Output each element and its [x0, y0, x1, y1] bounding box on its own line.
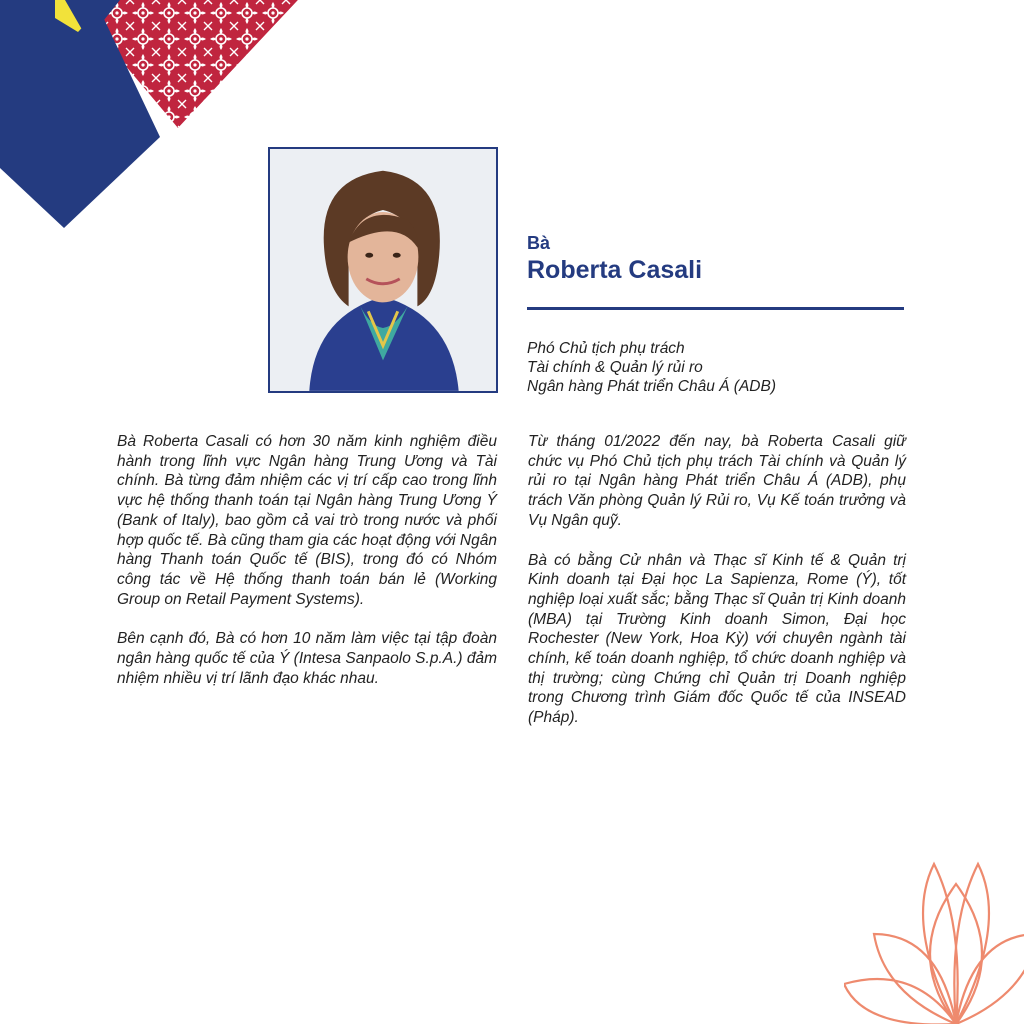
- decorative-corner-pattern: [0, 0, 300, 230]
- bio-paragraph: Bà Roberta Casali có hơn 30 năm kinh nghiệm điều hành trong lĩnh vực Ngân hàng Trung Ương và Tài chính. Bà từng đảm nhiệm các vị trí cấp cao trong lĩnh vực hệ thống thanh toán tại Ngân hàng Trung Ương Ý (Bank of Italy), bao gồm cả vai trò trong nước và phối hợp quốc tế. Bà cũng tham gia các hoạt động với Ngân hàng Thanh toán Quốc tế (BIS), trong đó có Nhóm công tác về Hệ thống thanh toán bán lẻ (Working Group on Retail Payment Systems).: [117, 433, 497, 608]
- position-line: Tài chính & Quản lý rủi ro: [527, 359, 703, 376]
- portrait-photo: [268, 147, 498, 393]
- bio-column-left: [117, 432, 497, 708]
- bio-column-right: [528, 432, 906, 748]
- position-title: [527, 339, 907, 396]
- title-divider: [527, 307, 904, 310]
- bio-paragraph: Bà có bằng Cử nhân và Thạc sĩ Kinh tế & Quản trị Kinh doanh tại Đại học La Sapienza, Rome (Ý), tốt nghiệp loại xuất sắc; bằng Thạc sĩ Quản trị Kinh doanh (MBA) tại Trường Kinh doanh Simon, Đại học Rochester (New York, Hoa Kỳ) với chuyên ngành tài chính, kế toán doanh nghiệp, tổ chức doanh nghiệp và thị trường; cùng Chứng chỉ Quản trị Doanh nghiệp trong Chương trình Giám đốc Quốc tế của INSEAD (Pháp).: [528, 551, 906, 727]
- bio-paragraph: Từ tháng 01/2022 đến nay, bà Roberta Casali giữ chức vụ Phó Chủ tịch phụ trách Tài chính và Quản lý rủi ro tại Ngân hàng Phát triển Châu Á (ADB), phụ trách Văn phòng Quản lý Rủi ro, Vụ Kế toán trưởng và Vụ Ngân quỹ.: [528, 433, 906, 529]
- position-line: Phó Chủ tịch phụ trách: [527, 340, 685, 357]
- bio-paragraph: Bên cạnh đó, Bà có hơn 10 năm làm việc tại tập đoàn ngân hàng quốc tế của Ý (Intesa Sanpaolo S.p.A.) đảm nhiệm nhiều vị trí lãnh đạo khác nhau.: [117, 630, 498, 687]
- position-line: Ngân hàng Phát triển Châu Á (ADB): [527, 378, 776, 395]
- honorific: Bà: [527, 233, 551, 253]
- person-name: Roberta Casali: [527, 256, 703, 284]
- lotus-flower-icon: [844, 824, 1024, 1024]
